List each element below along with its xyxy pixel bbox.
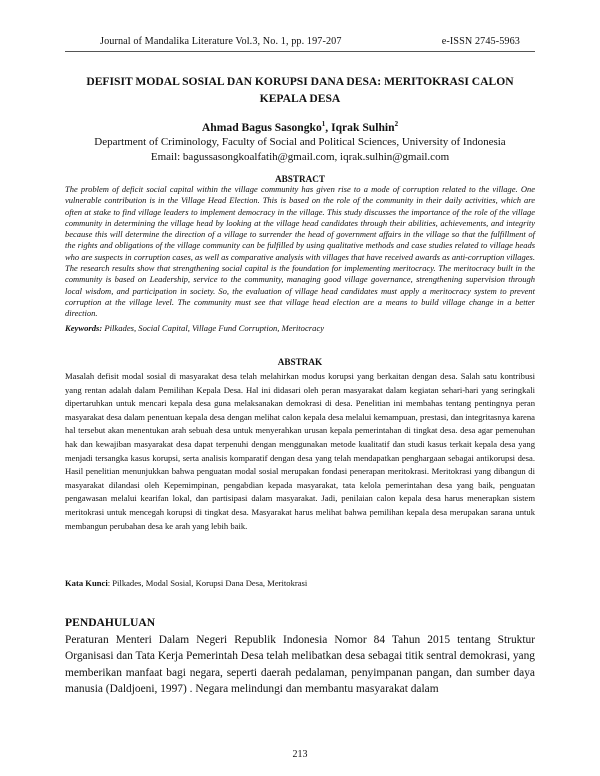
paper-title: DEFISIT MODAL SOSIAL DAN KORUPSI DANA DESA: MERITOKRASI CALON KEPALA DESA <box>86 75 514 105</box>
abstract-text: The problem of deficit social capital within the village community has given rise to a mode of corruption related to the village. One vulnerable contribution is in the Village Head Election. This is based on the role of the community in their daily activities, which are often at stake to find village leaders to implement democracy in the village. This study discusses the importance of the role of the village community in determining the village head by looking at the village head candidates through their abilities, achievements, and integrity because this will determine the direction of a village to surrender the head of government affairs in the village so that the fulfillment of the rights and obligations of the village community can be fulfilled by using qualitative methods and case studies related to village heads who are suspects in corruption cases, as well as comparative analysis with villages that have received awards as anti-corruption villages. The research results show that strengthening social capital is the foundation for implementing meritocracy. The meritocracy built in the community is based on Leadership, service to the community, managing good village governance, strengthening supervision through local wisdom, and participation in society. So, the evaluation of village head candidates must apply a meritocracy system to prevent corruption at the village level. The community must see that village head election are a means to build village change in a better direction. <box>65 184 535 319</box>
page-number: 213 <box>292 749 308 760</box>
kata-kunci <box>65 578 535 588</box>
author-1: Ahmad Bagus Sasongko <box>201 120 322 134</box>
affiliation: Department of Criminology, Faculty of Social and Political Sciences, University of Indonesia <box>94 136 506 148</box>
author-separator: , <box>325 120 332 134</box>
keywords-list: Pilkades, Social Capital, Village Fund Corruption, Meritocracy <box>102 323 325 333</box>
kata-kunci-list: : Pilkades, Modal Sosial, Korupsi Dana Desa, Meritokrasi <box>107 578 308 588</box>
abstrak-text: Masalah defisit modal sosial di masyarakat desa telah melahirkan modus korupsi yang berkaitan dengan desa. Salah satu kontribusi yang rentan adalah dalam Pemilihan Kepala Desa. Hal ini didasari oleh peran masyarakat dalam kegiatan sehari-hari yang seringkali dipertaruhkan untuk mencari kepala desa guna melaksanakan demokrasi di desa. Penelitian ini membahas tentang pentingnya peran masyarakat desa dalam penentuan kepala desa dengan melihat calon kepala desa melalui kemampuan, prestasi, dan integritasnya karena hal tersebut akan menentukan arah sebuah desa untuk menyerahkan urusan kepala pemerintahan di tingkat desa. desa agar pemenuhan hak dan kewajiban masyarakat desa dapat terpenuhi dengan menggunakan metode kualitatif dan studi kasus terkait kepala desa yang menjadi tersangka kasus korupsi, serta analisis komparatif dengan desa yang telah mendapatkan penghargaan sebagai antikorupsi desa. Hasil penelitian menunjukkan bahwa penguatan modal sosial merupakan fondasi penerapan meritokrasi. Meritokrasi yang dibangun di masyarakat dilandasi oleh Kepemimpinan, pengabdian kepada masyarakat, tata kelola pemerintahan desa yang baik, penguatan pengawasan melalui kearifan lokal, dan partisipasi dalam masyarakat. Jadi, penilaian calon kepala desa harus menerapkan sistem meritokrasi untuk mencegah korupsi di tingkat desa. Masyarakat harus melihat bahwa pemilihan kepala desa merupakan sarana untuk membangun perubahan desa ke arah yang lebih baik. <box>65 371 535 531</box>
keywords-label: Keywords: <box>65 323 103 333</box>
author-1-affiliation-mark: 1 <box>321 120 326 128</box>
abstrak-heading: ABSTRAK <box>277 357 323 367</box>
author-2-affiliation-mark: 2 <box>394 120 399 128</box>
section-heading: PENDAHULUAN <box>65 616 156 629</box>
email-line: Email: bagussasongkoalfatih@gmail.com, iqrak.sulhin@gmail.com <box>150 151 450 163</box>
running-header <box>100 36 520 47</box>
journal-citation: Journal of Mandalika Literature Vol.3, No. 1, pp. 197-207 <box>100 36 342 47</box>
section-body-text: Peraturan Menteri Dalam Negeri Republik Indonesia Nomor 84 Tahun 2015 tentang Struktur Organisasi dan Tata Kerja Pemerintah Desa telah melibatkan desa sebagai titik sentral demokrasi, yang memberikan manfaat bagi negara, seperti daerah pedalaman, penyimpanan pangan, dan sumber daya manusia (Daldjoeni, 1997) . Negara melindungi dan membantu masyarakat dalam <box>65 634 535 695</box>
author-2: Iqrak Sulhin <box>331 120 395 134</box>
header-rule <box>65 51 535 52</box>
issn: e-ISSN 2745-5963 <box>441 36 520 47</box>
keywords <box>65 323 535 333</box>
author-line <box>65 120 535 134</box>
kata-kunci-label: Kata Kunci <box>65 578 108 588</box>
abstract-heading: ABSTRACT <box>274 174 326 184</box>
